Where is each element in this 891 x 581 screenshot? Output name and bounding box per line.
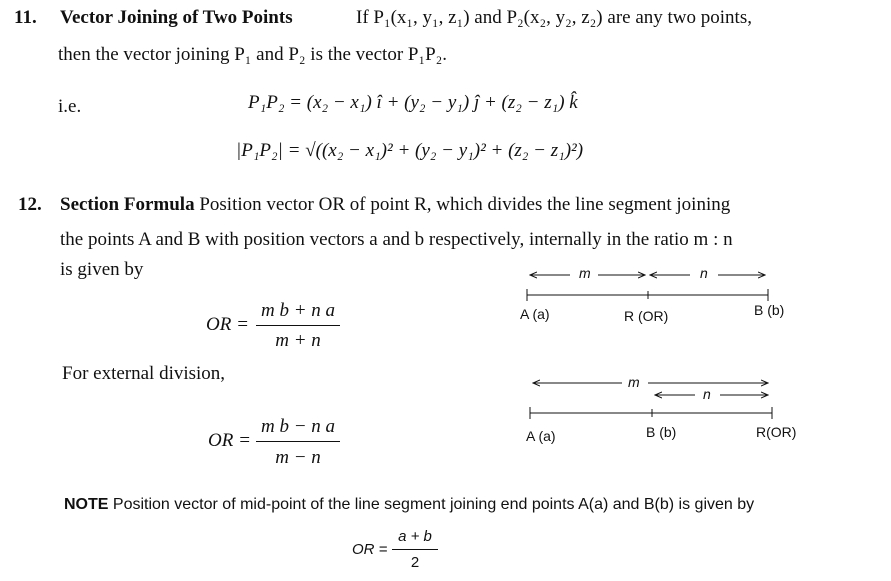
diag-ext-b: B (b) — [646, 424, 677, 440]
note-numerator: a + b — [398, 528, 432, 545]
diag-ext-m: m — [628, 374, 640, 390]
note-text: Position vector of mid-point of the line segment joining end points A(a) and B(b) is given by — [112, 496, 755, 513]
section-12-line2: the points A and B with position vectors a and b respectively, internally in the ratio m : n — [60, 229, 733, 250]
section-11-number: 11. — [14, 7, 37, 28]
diag-int-r: R (OR) — [624, 308, 669, 324]
external-division-label: For external division, — [62, 363, 226, 384]
equation-magnitude: |P₁P₂| = √((x₂ − x₁)² + (y₂ − y₁)² + (z₂ − z₁)²) — [236, 140, 584, 161]
or-label-external: OR = — [208, 430, 251, 451]
diag-ext-r: R(OR) — [756, 424, 797, 440]
ie-label: i.e. — [58, 96, 82, 117]
or-label-internal: OR = — [206, 314, 249, 335]
note-denominator: 2 — [410, 554, 420, 571]
section-12-title: Section Formula — [60, 194, 195, 215]
note-block — [64, 496, 754, 514]
note-fraction-bar — [392, 549, 438, 550]
section-11-line1: If P₁(x₁, y₁, z₁) and P₂(x₂, y₂, z₂) are any two points, — [356, 7, 752, 28]
external-denominator: m − n — [275, 447, 321, 468]
diag-int-b: B (b) — [754, 302, 785, 318]
section-11-title: Vector Joining of Two Points — [60, 7, 293, 28]
internal-denominator: m + n — [275, 330, 321, 351]
external-diagram — [530, 383, 772, 419]
section-11-line2: then the vector joining P₁ and P₂ is the vector P₁P₂. — [58, 44, 448, 65]
section-12-number: 12. — [18, 194, 42, 215]
internal-numerator: m b + n a — [260, 300, 336, 321]
diag-int-m: m — [579, 265, 591, 281]
diag-int-a: A (a) — [520, 306, 550, 322]
note-label: NOTE — [64, 496, 109, 513]
diag-ext-n: n — [703, 386, 711, 402]
equation-p1p2: P₁P₂ = (x₂ − x₁) î + (y₂ − y₁) ĵ + (z₂ − z₁) k̂ — [248, 92, 578, 113]
section-12-line1: Position vector OR of point R, which divides the line segment joining — [199, 194, 731, 215]
external-numerator: m b − n a — [260, 416, 336, 437]
internal-diagram — [527, 275, 768, 301]
diag-int-n: n — [700, 265, 708, 281]
note-or-label: OR = — [352, 541, 388, 558]
section-12-line3: is given by — [60, 259, 144, 280]
diag-ext-a: A (a) — [526, 428, 556, 444]
